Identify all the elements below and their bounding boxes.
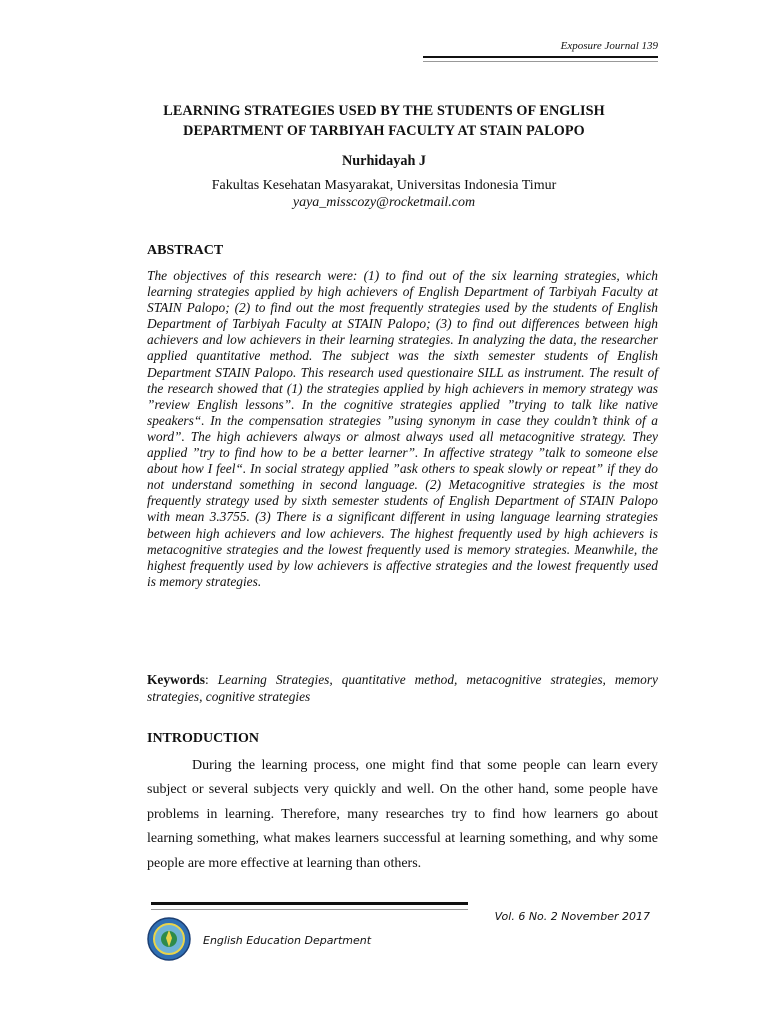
paper-title [120, 101, 648, 141]
author-email: yaya_misscozy@rocketmail.com [292, 195, 476, 210]
author-name: Nurhidayah J [342, 153, 426, 169]
footer-rule-thin [151, 909, 468, 910]
abstract-text: The objectives of this research were: (1) to find out of the six learning strategies, which learning strategies applied by high achievers of English Department of Tarbiyah Faculty at STAIN Palopo; (2) to find out the most frequently strategies used by the students of English Department of Tarbiyah Faculty at STAIN Palopo; (3) to find out differences between high achievers and low achievers in their learning strategies. In analyzing the data, the researcher applied quantitative method. The subject was the sixth semester students of English Department STAIN Palopo. This research used questionaire SILL as instrument. The result of the research showed that (1) the strategies applied by high achievers in memory strategy was ”review English lessons”. In the cognitive strategies applied ”trying to talk like native speakers“. In the compensation strategies ”using synonym in case they couldn’t think of a word”. The high achievers always or almost always used all metacognitive strategy. They applied ”try to find how to be a better learner”. In affective strategy ”talk to someone else about how I feel“. In social strategy applied ”ask others to speak slowly or repeat” if they do not understand something in second language. (2) Metacognitive strategies is the most frequently strategy used by sixth semester students of English Department of STAIN Palopo with mean 3.3755. (3) There is a significant different in using language learning strategies between high achievers and low achievers. The highest frequently used by high achievers is metacognitive strategies and the lowest frequently used is memory strategies. Meanwhile, the highest frequently used by low achievers is affective strategies and the lowest frequently used is memory strategies. [147, 268, 658, 589]
keywords-text: Learning Strategies, quantitative method, metacognitive strategies, memory strategies, cognitive strategies [147, 672, 658, 704]
journal-header: Exposure Journal 139 [560, 40, 658, 52]
affiliation-text: Fakultas Kesehatan Masyarakat, Universitas Indonesia Timur [211, 178, 557, 193]
keywords-label: Keywords [147, 672, 206, 687]
introduction-text: During the learning process, one might find that some people can learn every subject or several subjects very quickly and well. On the other hand, some people have problems in learning. Therefore, many researches try to find how learners go about learning something, what makes learners successful at learning something, and why some people are more effective at learning than others. [147, 758, 658, 871]
title-line-1: LEARNING STRATEGIES USED BY THE STUDENTS OF ENGLISH [163, 103, 605, 119]
author-affiliation [120, 177, 648, 211]
footer-rule [151, 902, 468, 905]
introduction-heading: INTRODUCTION [147, 731, 260, 746]
abstract-heading: ABSTRACT [147, 243, 224, 258]
header-rule [423, 56, 658, 58]
title-line-2: DEPARTMENT OF TARBIYAH FACULTY AT STAIN PALOPO [183, 123, 585, 139]
header-rule-thin [423, 61, 658, 62]
university-seal-icon [146, 916, 192, 962]
department-name: English Education Department [203, 934, 372, 947]
volume-info: Vol. 6 No. 2 November 2017 [494, 910, 650, 923]
keywords: Keywords: Learning Strategies, quantitative method, metacognitive strategies, memory strategies, cognitive strategies [147, 672, 658, 704]
